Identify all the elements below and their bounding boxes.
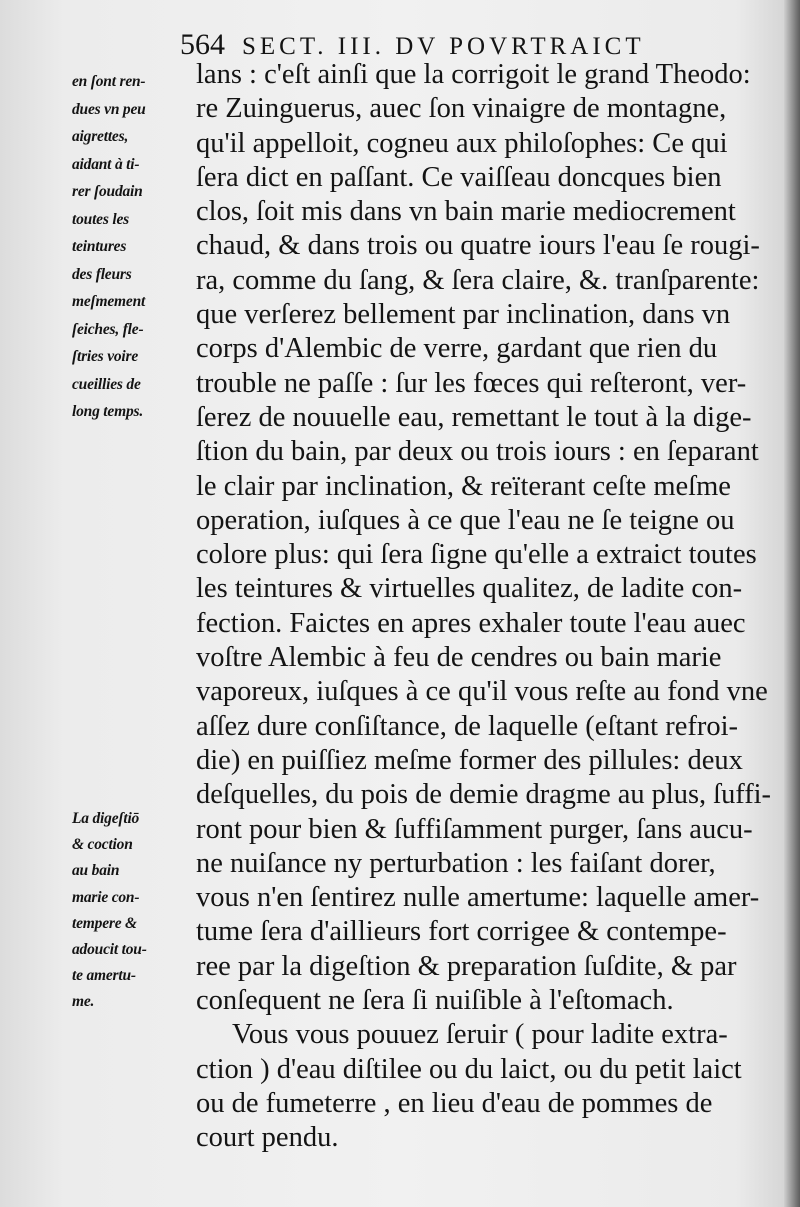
text-line: ront pour bien & ſuffiſamment purger, ſans aucu- [196, 813, 753, 845]
text-line: qu'il appelloit, cogneu aux philoſophes: Ce qui [196, 127, 728, 159]
note-line: aigrettes, [72, 128, 129, 145]
text-line: tume ſera d'aillieurs fort corrigee & contempe- [196, 916, 727, 948]
text-line: ſerez de nouuelle eau, remettant le tout à la dige- [196, 401, 752, 433]
note-line: au bain [72, 862, 120, 880]
text-line: chaud, & dans trois ou quatre iours l'eau ſe rougi- [196, 230, 760, 262]
text-line: le clair par inclination, & reïterant ceſte meſme [196, 470, 731, 502]
note-line: La digeſtiō [72, 810, 140, 827]
note-line: toutes les [72, 210, 129, 228]
text-line: ne nuiſance ny perturbation : les faiſant dorer, [196, 847, 716, 879]
text-line: clos, ſoit mis dans vn bain marie mediocrement [196, 196, 736, 228]
note-line: me. [72, 993, 95, 1011]
text-line: die) en puiſſiez meſme former des pillules: deux [196, 744, 743, 776]
text-line: voſtre Alembic à feu de cendres ou bain marie [196, 642, 722, 674]
text-line: les teintures & virtuelles qualitez, de ladite con- [196, 573, 743, 605]
text-line: vous n'en ſentirez nulle amertume: laquelle amer- [196, 882, 760, 914]
text-line: lans : c'eſt ainſi que la corrigoit le grand Theodo: [196, 59, 751, 90]
page-edge-shadow [784, 0, 800, 1207]
text-line: que verſerez bellement par inclination, dans vn [196, 299, 731, 331]
text-line: court pendu. [196, 1122, 339, 1154]
note-line: des fleurs [72, 265, 132, 283]
text-line: ree par la digeſtion & preparation ſuſdite, & par [196, 950, 737, 982]
page-number: 564 [180, 28, 225, 61]
main-text [196, 58, 776, 1156]
note-line: te amertu- [72, 967, 136, 985]
note-line: marie con- [72, 888, 140, 906]
page-header [180, 28, 790, 62]
text-line: trouble ne paſſe : ſur les fœces qui reſteront, ver- [196, 367, 747, 399]
note-line: meſmement [72, 293, 146, 310]
text-line: ction ) d'eau diſtilee ou du laict, ou du petit laict [196, 1053, 742, 1085]
note-line: en ſont ren- [72, 73, 146, 90]
note-line: cueillies de [72, 375, 141, 393]
note-line: & coction [72, 836, 133, 854]
note-line: ſeiches, fle- [72, 320, 144, 338]
text-line: ſera dict en paſſant. Ce vaiſſeau doncques bien [196, 161, 722, 193]
note-line: adoucit tou- [72, 940, 147, 958]
note-line: rer ſoudain [72, 183, 143, 200]
text-line: fection. Faictes en apres exhaler toute l'eau auec [196, 607, 746, 639]
text-line: conſequent ne ſera ſi nuiſible à l'eſtomach. [196, 985, 674, 1017]
text-line: corps d'Alembic de verre, gardant que rien du [196, 333, 718, 365]
note-line: long temps. [72, 403, 144, 420]
note-line: aidant à ti- [72, 155, 140, 173]
text-line: colore plus: qui ſera ſigne qu'elle a extraict toutes [196, 539, 757, 571]
text-line: aſſez dure conſiſtance, de laquelle (eſtant refroi- [196, 710, 739, 742]
note-line: tempere & [72, 914, 137, 932]
marginal-note [72, 68, 197, 426]
text-line: Vous vous pouuez ſeruir ( pour ladite extra- [232, 1019, 728, 1051]
text-line: re Zuinguerus, auec ſon vinaigre de montagne, [196, 93, 727, 125]
text-line: vaporeux, iuſques à ce qu'il vous reſte au fond vne [196, 676, 768, 708]
note-line: teintures [72, 238, 127, 255]
text-line: deſquelles, du pois de demie dragme au plus, ſuffi- [196, 779, 772, 811]
note-line: dues vn peu [72, 100, 146, 118]
text-line: operation, iuſques à ce que l'eau ne ſe teigne ou [196, 504, 735, 536]
text-line: ra, comme du ſang, & ſera claire, &. tranſparente: [196, 264, 760, 296]
text-line: ou de fumeterre , en lieu d'eau de pommes de [196, 1087, 713, 1119]
running-title: SECT. III. DV POVRTRAICT [242, 33, 645, 60]
note-line: ſtries voire [72, 348, 139, 365]
marginal-note [72, 806, 197, 1016]
text-line: ſtion du bain, par deux ou trois iours : en ſeparant [196, 436, 759, 468]
